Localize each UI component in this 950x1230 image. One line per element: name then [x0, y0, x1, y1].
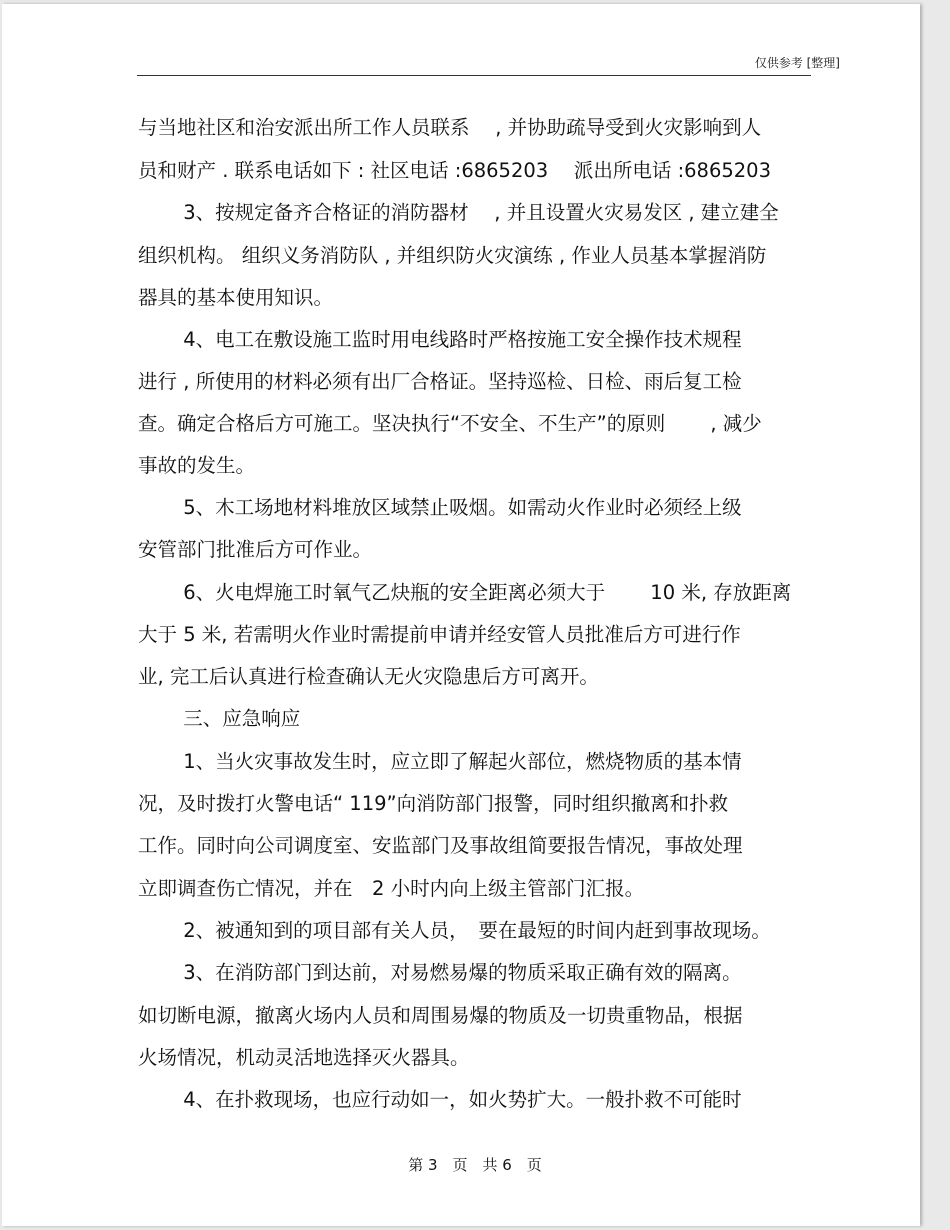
text-line: 器具的基本使用知识。 [138, 286, 334, 309]
text-line: 工作。同时向公司调度室、安监部门及事故组简要报告情况，事故处理 [138, 834, 743, 857]
section-heading: 三、应急响应 [138, 707, 301, 730]
text-line: 立即调查伤亡情况，并在 2 小时内向上级主管部门汇报。 [138, 877, 645, 900]
text-line: 3、按规定备齐合格证的消防器材 , 并且设置火灾易发区 , 建立建全 [138, 201, 779, 224]
text-line: 大于 5 米, 若需明火作业时需提前申请并经安管人员批准后方可进行作 [138, 623, 741, 646]
text-line: 6、火电焊施工时氧气乙炔瓶的安全距离必须大于 10 米, 存放距离 [138, 581, 792, 604]
text-line: 进行 , 所使用的材料必须有出厂合格证。坚持巡检、日检、雨后复工检 [138, 370, 742, 393]
page-footer: 第 3 页 共 6 页 [408, 1156, 542, 1174]
text-line: 火场情况，机动灵活地选择灭火器具。 [138, 1046, 470, 1069]
text-line: 如切断电源，撤离火场内人员和周围易爆的物质及一切贵重物品，根据 [138, 1004, 743, 1027]
header-divider [137, 75, 811, 76]
text-line: 4、在扑救现场，也应行动如一，如火势扩大。一般扑救不可能时 [138, 1088, 742, 1111]
text-line: 与当地社区和治安派出所工作人员联系 , 并协助疏导受到火灾影响到人 [138, 116, 762, 139]
text-line: 组织机构。 组织义务消防队 , 并组织防火灾演练 , 作业人员基本掌握消防 [138, 244, 767, 267]
text-line: 员和财产 . 联系电话如下 : 社区电话 :6865203 派出所电话 :6865203 [138, 159, 771, 182]
text-line: 业, 完工后认真进行检查确认无火灾隐患后方可离开。 [138, 665, 599, 688]
text-line: 1、当火灾事故发生时，应立即了解起火部位，燃烧物质的基本情 [138, 750, 742, 773]
text-line: 查。确定合格后方可施工。坚决执行“不安全、不生产”的原则 , 减少 [138, 412, 762, 435]
text-line: 况，及时拨打火警电话“ 119”向消防部门报警，同时组织撤离和扑救 [138, 792, 729, 815]
text-line: 事故的发生。 [138, 454, 256, 477]
text-line: 安管部门批准后方可作业。 [138, 538, 373, 561]
page-header-text: 仅供参考 [整理] [754, 56, 840, 70]
text-line: 3、在消防部门到达前，对易燃易爆的物质采取正确有效的隔离。 [138, 961, 742, 984]
text-line: 4、电工在敷设施工监时用电线路时严格按施工安全操作技术规程 [138, 328, 742, 351]
text-line: 2、被通知到的项目部有关人员， 要在最短的时间内赶到事故现场。 [138, 919, 771, 942]
text-line: 5、木工场地材料堆放区域禁止吸烟。如需动火作业时必须经上级 [138, 496, 742, 519]
document-page [2, 4, 920, 1226]
